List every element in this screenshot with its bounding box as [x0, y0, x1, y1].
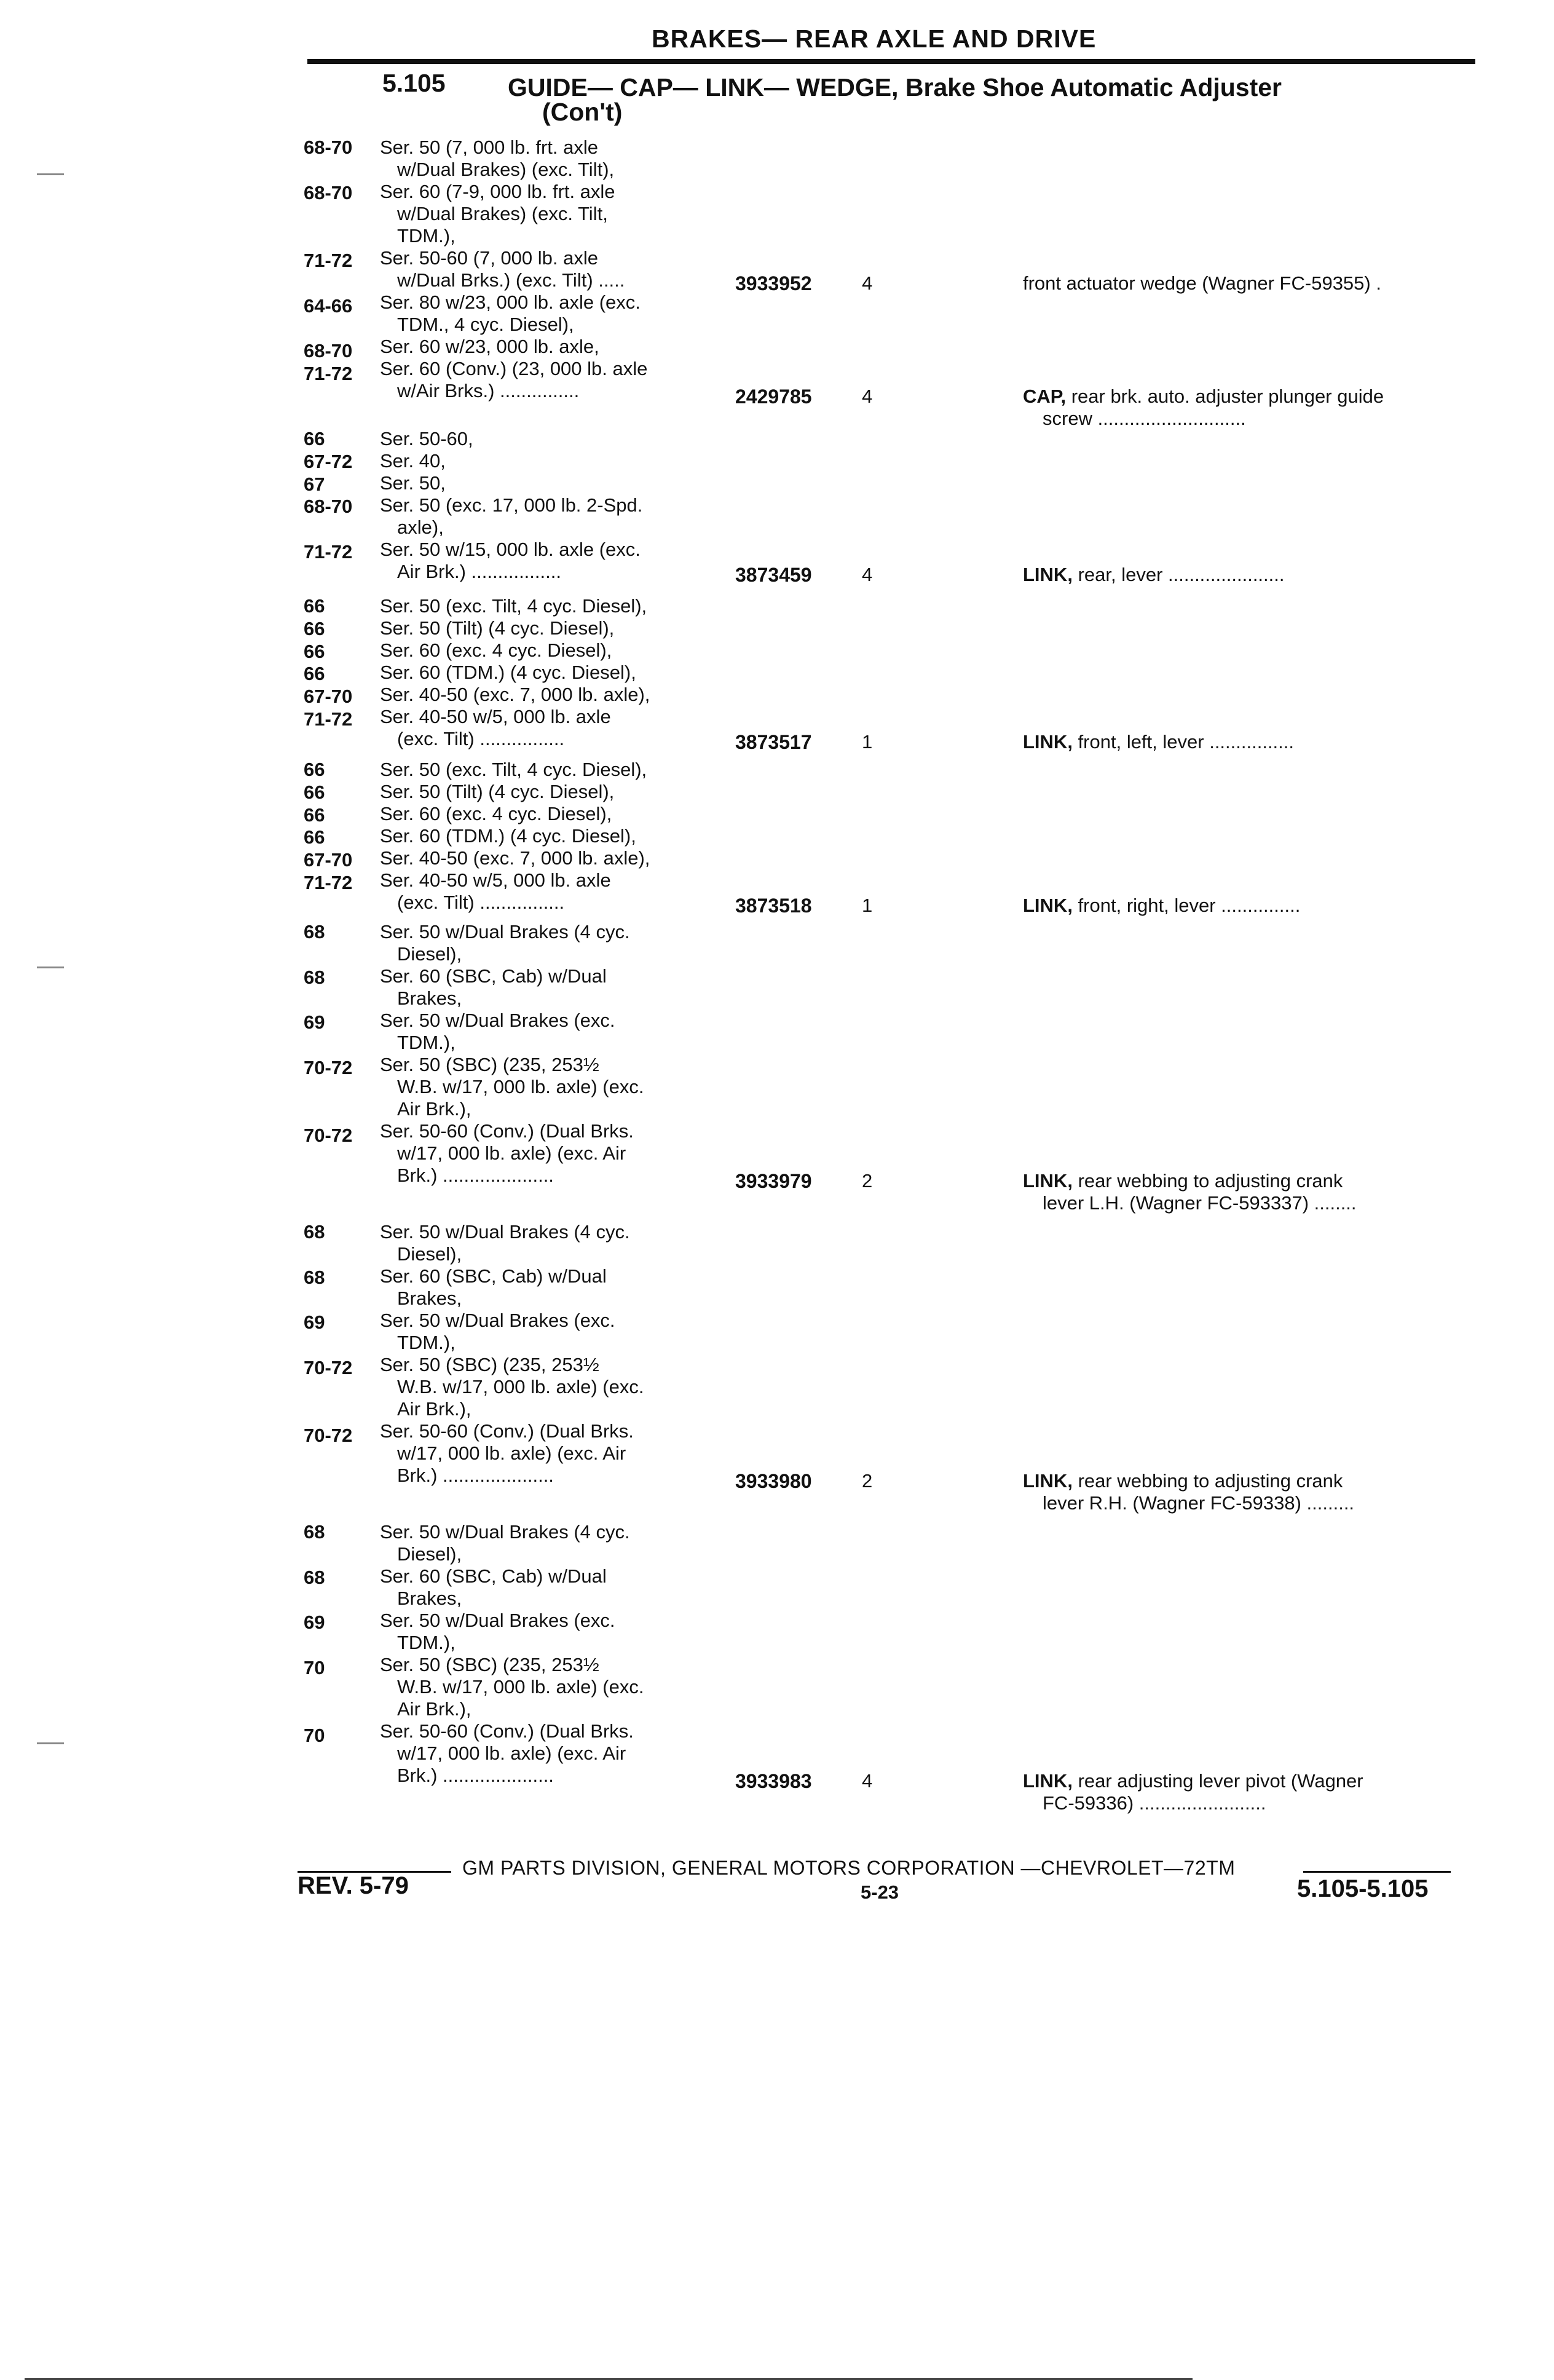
model-line: Ser. 50-60 (Conv.) (Dual Brks.	[380, 1720, 634, 1742]
model-year: 68	[304, 1521, 325, 1543]
model-year: 71-72	[304, 872, 353, 893]
model-line: Ser. 40-50 w/5, 000 lb. axle	[380, 869, 611, 891]
model-line: Ser. 80 w/23, 000 lb. axle (exc.	[380, 291, 641, 313]
model-year: 68-70	[304, 181, 353, 204]
model-year: 67-70	[304, 686, 353, 708]
page-number: 5-23	[861, 1881, 899, 1903]
quantity: 4	[862, 385, 873, 407]
description-text: front actuator wedge (Wagner FC-59355) .	[1023, 272, 1381, 294]
part-description	[1023, 385, 1478, 430]
description-line	[1023, 408, 1478, 430]
page-header-title: BRAKES— REAR AXLE AND DRIVE	[652, 25, 1097, 53]
quantity: 1	[862, 730, 873, 753]
model-application	[380, 1521, 712, 1787]
description-line	[1023, 1192, 1478, 1214]
model-line: Ser. 50 w/Dual Brakes (4 cyc.	[380, 1521, 630, 1543]
model-year: 66	[304, 804, 325, 826]
model-line: w/Dual Brakes) (exc. Tilt,	[397, 203, 608, 224]
model-line: Ser. 50 w/Dual Brakes (exc.	[380, 1010, 615, 1031]
model-line: Diesel),	[397, 1243, 462, 1265]
model-line: w/17, 000 lb. axle) (exc. Air	[397, 1442, 626, 1464]
model-line: Brk.) .....................	[397, 1164, 554, 1186]
model-year: 68	[304, 1566, 325, 1588]
model-year: 70-72	[304, 1356, 353, 1378]
model-line: Ser. 50 (SBC) (235, 253½	[380, 1654, 599, 1675]
model-line: Brk.) .....................	[397, 1465, 554, 1486]
model-line: Ser. 50 (7, 000 lb. frt. axle	[380, 136, 598, 158]
description-text: front, right, lever ...............	[1078, 894, 1301, 916]
part-name: LINK,	[1023, 1769, 1073, 1792]
model-year: 68-70	[304, 340, 353, 362]
part-description	[1023, 895, 1478, 917]
description-line	[1023, 564, 1478, 586]
margin-mark	[37, 1742, 64, 1744]
quantity: 4	[862, 272, 873, 294]
model-line: Ser. 60 (SBC, Cab) w/Dual	[380, 1565, 607, 1587]
description-text: rear adjusting lever pivot (Wagner	[1078, 1769, 1363, 1792]
model-line: Ser. 50 (SBC) (235, 253½	[380, 1054, 599, 1075]
model-line: (exc. Tilt) ................	[397, 892, 565, 913]
description-line	[1023, 895, 1478, 917]
model-year: 68	[304, 1221, 325, 1243]
model-year: 67	[304, 473, 325, 495]
model-line: w/Dual Brks.) (exc. Tilt) .....	[397, 269, 625, 291]
model-line: w/Dual Brakes) (exc. Tilt),	[397, 159, 615, 180]
description-line	[1023, 1792, 1478, 1814]
quantity: 2	[862, 1169, 873, 1192]
description-line	[1023, 1170, 1478, 1192]
model-line: Ser. 50-60 (7, 000 lb. axle	[380, 247, 599, 269]
model-line: Ser. 40,	[380, 450, 446, 472]
part-description	[1023, 564, 1478, 586]
description-text: rear webbing to adjusting crank	[1078, 1169, 1343, 1192]
part-name: LINK,	[1023, 563, 1073, 585]
description-line	[1023, 1770, 1478, 1792]
model-line: Ser. 50 w/15, 000 lb. axle (exc.	[380, 539, 641, 560]
model-year: 66	[304, 428, 325, 449]
description-text: screw ............................	[1043, 407, 1246, 429]
model-line: Brakes,	[397, 1587, 462, 1609]
quantity: 4	[862, 1769, 873, 1792]
model-line: Ser. 50 (Tilt) (4 cyc. Diesel),	[380, 617, 615, 639]
model-line: Ser. 40-50 (exc. 7, 000 lb. axle),	[380, 684, 650, 705]
revision-label: REV. 5-79	[298, 1872, 409, 1899]
part-number: 3873518	[735, 894, 812, 917]
margin-mark	[37, 173, 64, 175]
model-line: Ser. 60 (SBC, Cab) w/Dual	[380, 965, 607, 987]
model-year: 66	[304, 640, 325, 662]
description-text: rear, lever ......................	[1078, 563, 1285, 585]
model-year: 66	[304, 663, 325, 685]
model-line: Ser. 60 (exc. 4 cyc. Diesel),	[380, 639, 612, 661]
description-line	[1023, 272, 1478, 295]
model-line: Brakes,	[397, 987, 462, 1009]
model-line: TDM.),	[397, 1332, 456, 1353]
model-year: 71-72	[304, 541, 353, 563]
model-year: 66	[304, 617, 325, 639]
model-application	[380, 921, 712, 1187]
model-year: 69	[304, 1611, 325, 1634]
part-name: LINK,	[1023, 1169, 1073, 1192]
description-text: FC-59336) ........................	[1043, 1792, 1266, 1814]
model-line: Ser. 50 w/Dual Brakes (4 cyc.	[380, 921, 630, 943]
part-description	[1023, 272, 1478, 295]
model-line: Ser. 50 (exc. Tilt, 4 cyc. Diesel),	[380, 759, 647, 780]
model-line: Ser. 50 w/Dual Brakes (exc.	[380, 1610, 615, 1631]
model-line: W.B. w/17, 000 lb. axle) (exc.	[397, 1376, 644, 1398]
part-name: LINK,	[1023, 730, 1073, 753]
model-year: 68	[304, 921, 325, 943]
model-application	[380, 428, 712, 583]
model-year: 68	[304, 966, 325, 988]
model-year: 67-70	[304, 849, 353, 871]
model-line: w/Air Brks.) ...............	[397, 380, 580, 401]
description-text: front, left, lever ................	[1078, 730, 1295, 753]
model-year: 71-72	[304, 250, 353, 271]
model-line: Ser. 60 (exc. 4 cyc. Diesel),	[380, 803, 612, 824]
model-line: Ser. 50-60 (Conv.) (Dual Brks.	[380, 1120, 634, 1142]
section-number: 5.105	[382, 69, 446, 97]
model-year: 68-70	[304, 136, 353, 158]
footer-publisher: GM PARTS DIVISION, GENERAL MOTORS CORPORATION —CHEVROLET—72TM	[462, 1857, 1236, 1879]
part-number: 3873459	[735, 563, 812, 586]
model-year: 69	[304, 1311, 325, 1334]
section-title-text: GUIDE— CAP— LINK— WEDGE, Brake Shoe Automatic Adjuster	[508, 73, 1282, 101]
part-name: CAP,	[1023, 385, 1067, 407]
model-line: Ser. 60 (Conv.) (23, 000 lb. axle	[380, 358, 648, 379]
model-line: W.B. w/17, 000 lb. axle) (exc.	[397, 1076, 644, 1097]
model-year: 70	[304, 1656, 325, 1678]
model-line: Ser. 60 (TDM.) (4 cyc. Diesel),	[380, 662, 636, 683]
model-line: Ser. 50 w/Dual Brakes (exc.	[380, 1310, 615, 1331]
model-application	[380, 136, 712, 402]
description-text: rear webbing to adjusting crank	[1078, 1469, 1343, 1492]
model-line: Air Brk.),	[397, 1698, 471, 1720]
model-line: w/17, 000 lb. axle) (exc. Air	[397, 1142, 626, 1164]
model-line: Ser. 40-50 w/5, 000 lb. axle	[380, 706, 611, 727]
model-line: Brakes,	[397, 1287, 462, 1309]
quantity: 2	[862, 1469, 873, 1492]
model-line: Ser. 50-60,	[380, 428, 473, 449]
model-year: 68-70	[304, 496, 353, 518]
model-year: 69	[304, 1011, 325, 1034]
model-line: Air Brk.),	[397, 1098, 471, 1120]
part-number: 3933980	[735, 1469, 812, 1492]
model-line: Ser. 40-50 (exc. 7, 000 lb. axle),	[380, 847, 650, 869]
quantity: 4	[862, 563, 873, 585]
part-number: 3873517	[735, 730, 812, 753]
description-line	[1023, 1470, 1478, 1492]
model-year: 66	[304, 595, 325, 617]
model-line: Ser. 50 (SBC) (235, 253½	[380, 1354, 599, 1375]
model-line: Ser. 50 (exc. Tilt, 4 cyc. Diesel),	[380, 595, 647, 617]
section-range: 5.105-5.105	[1297, 1875, 1429, 1902]
model-line: W.B. w/17, 000 lb. axle) (exc.	[397, 1676, 644, 1698]
model-line: Ser. 50 w/Dual Brakes (4 cyc.	[380, 1221, 630, 1243]
model-year: 71-72	[304, 363, 353, 384]
part-number: 3933983	[735, 1769, 812, 1792]
model-line: TDM.),	[397, 1032, 456, 1053]
part-description	[1023, 731, 1478, 753]
quantity: 1	[862, 894, 873, 916]
description-text: rear brk. auto. adjuster plunger guide	[1071, 385, 1384, 407]
description-text: lever R.H. (Wagner FC-59338) .........	[1043, 1492, 1355, 1514]
description-line	[1023, 731, 1478, 753]
model-line: Air Brk.),	[397, 1398, 471, 1420]
model-year: 70	[304, 1725, 325, 1747]
part-description	[1023, 1770, 1478, 1814]
model-year: 67-72	[304, 450, 353, 472]
section-title-continued: (Con't)	[542, 98, 623, 126]
model-line: Ser. 50 (exc. 17, 000 lb. 2-Spd.	[380, 494, 643, 516]
model-application	[380, 759, 712, 914]
model-line: axle),	[397, 516, 444, 538]
model-line: Ser. 50,	[380, 472, 446, 494]
footer-rule-right	[1303, 1871, 1451, 1873]
model-year: 66	[304, 826, 325, 848]
part-name: LINK,	[1023, 1469, 1073, 1492]
model-line: TDM.),	[397, 225, 456, 247]
model-year: 70-72	[304, 1125, 353, 1147]
part-description	[1023, 1170, 1478, 1214]
model-line: Brk.) .....................	[397, 1765, 554, 1786]
model-line: Ser. 50-60 (Conv.) (Dual Brks.	[380, 1420, 634, 1442]
model-line: Diesel),	[397, 943, 462, 965]
model-year: 66	[304, 781, 325, 803]
model-line: Ser. 60 (SBC, Cab) w/Dual	[380, 1265, 607, 1287]
model-line: Ser. 50 (Tilt) (4 cyc. Diesel),	[380, 781, 615, 802]
model-application	[380, 1221, 712, 1487]
model-year: 70-72	[304, 1056, 353, 1078]
model-year: 64-66	[304, 295, 353, 317]
model-line: TDM.),	[397, 1632, 456, 1653]
model-line: (exc. Tilt) ................	[397, 728, 565, 749]
model-line: TDM., 4 cyc. Diesel),	[397, 314, 574, 335]
model-line: Ser. 60 w/23, 000 lb. axle,	[380, 336, 599, 357]
model-year: 66	[304, 759, 325, 780]
model-line: w/17, 000 lb. axle) (exc. Air	[397, 1742, 626, 1764]
part-number: 3933979	[735, 1169, 812, 1192]
model-year: 68	[304, 1266, 325, 1288]
description-line	[1023, 385, 1478, 408]
part-description	[1023, 1470, 1478, 1514]
margin-mark	[37, 967, 64, 968]
model-year: 71-72	[304, 708, 353, 730]
part-number: 3933952	[735, 272, 812, 295]
description-line	[1023, 1492, 1478, 1514]
part-name: LINK,	[1023, 894, 1073, 916]
description-text: lever L.H. (Wagner FC-593337) ........	[1043, 1192, 1357, 1214]
model-line: Ser. 60 (7-9, 000 lb. frt. axle	[380, 181, 615, 202]
model-year: 70-72	[304, 1425, 353, 1447]
model-line: Diesel),	[397, 1543, 462, 1565]
model-line: Air Brk.) .................	[397, 561, 561, 582]
model-line: Ser. 60 (TDM.) (4 cyc. Diesel),	[380, 825, 636, 847]
model-application	[380, 595, 712, 750]
part-number: 2429785	[735, 385, 812, 408]
